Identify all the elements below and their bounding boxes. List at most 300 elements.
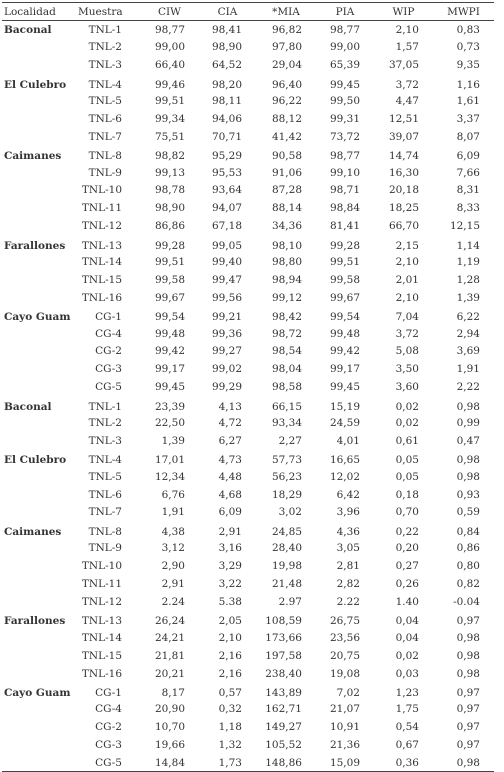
cell-wip: 0,36	[374, 754, 433, 772]
cell-wip: 5,08	[395, 345, 419, 358]
cell-ciw: 98,78	[154, 184, 185, 197]
cell-muestra: TNL-15	[81, 273, 122, 286]
cell-mia: 2,27	[278, 434, 302, 447]
cell-ciw: 99,13	[154, 166, 185, 179]
cell-muestra: TNL-8	[88, 150, 122, 163]
cell-pia: 73,72	[329, 130, 360, 143]
cell-localidad: Cayo Guam	[4, 311, 71, 324]
cell-pia: 4,01	[336, 434, 360, 447]
cell-pia: 99,67	[329, 291, 360, 304]
cell-mia: 18,29	[271, 488, 302, 501]
cell-cia: 2,16	[218, 649, 242, 662]
cell-localidad	[2, 665, 74, 683]
cell-localidad	[2, 539, 74, 557]
cell-muestra: CG-1	[95, 686, 122, 699]
cell-mia: 29,04	[271, 59, 302, 72]
cell-mia: 98,72	[271, 327, 302, 340]
cell-mwpi: 0,98	[456, 454, 480, 467]
table-row	[2, 504, 494, 522]
cell-cia: 1,32	[218, 739, 242, 752]
cell-mia: 96,82	[271, 23, 302, 36]
cell-mia: 28,40	[271, 542, 302, 555]
cell-wip: 1.40	[395, 595, 419, 608]
cell-ciw: 66,40	[154, 59, 185, 72]
cell-pia: 21,36	[329, 739, 360, 752]
cell-mwpi: 1,28	[456, 273, 480, 286]
table-row	[2, 235, 494, 253]
table-row	[2, 343, 494, 361]
cell-cia: 2,05	[218, 615, 242, 628]
cell-mwpi: 0,59	[456, 506, 480, 519]
cell-muestra: TNL-3	[88, 59, 122, 72]
cell-muestra: TNL-10	[81, 184, 122, 197]
cell-cia: 4,68	[218, 488, 242, 501]
cell-mwpi: 0,99	[456, 417, 480, 430]
cell-cia: 2,10	[218, 631, 242, 644]
cell-cia: 4,73	[218, 454, 242, 467]
cell-cia: 4,72	[218, 417, 242, 430]
cell-cia: 5.38	[218, 595, 242, 608]
cell-muestra: TNL-14	[81, 631, 122, 644]
cell-localidad	[2, 414, 74, 432]
cell-muestra: TNL-1	[88, 23, 122, 36]
cell-cia: 95,53	[211, 166, 242, 179]
table-row	[2, 38, 494, 56]
table-row	[2, 396, 494, 414]
cell-localidad	[2, 754, 74, 772]
cell-mwpi: 3,37	[456, 112, 480, 125]
table-row	[2, 754, 494, 772]
cell-muestra: TNL-6	[88, 488, 122, 501]
cell-cia: 6,09	[218, 506, 242, 519]
cell-cia: 1,73	[199, 754, 256, 772]
table-row	[2, 199, 494, 217]
cell-localidad	[2, 700, 74, 718]
cell-pia: 20,75	[329, 649, 360, 662]
cell-localidad	[2, 575, 74, 593]
header-localidad: Localidad	[2, 3, 74, 21]
cell-muestra: TNL-9	[88, 542, 122, 555]
cell-mia: 34,36	[271, 220, 302, 233]
data-table-container	[2, 2, 494, 772]
cell-pia: 98,84	[329, 202, 360, 215]
cell-localidad	[2, 718, 74, 736]
cell-wip: 1,23	[395, 686, 419, 699]
cell-pia: 99,48	[329, 327, 360, 340]
cell-localidad	[2, 217, 74, 235]
cell-cia: 99,36	[211, 327, 242, 340]
cell-mwpi: 0,98	[456, 400, 480, 413]
cell-pia: 81,41	[329, 220, 360, 233]
cell-localidad: Caimanes	[4, 150, 62, 163]
cell-wip: 0,05	[395, 454, 419, 467]
cell-localidad: Cayo Guam	[4, 686, 71, 699]
table-row	[2, 468, 494, 486]
cell-pia: 12,02	[329, 470, 360, 483]
cell-localidad: Baconal	[4, 400, 52, 413]
cell-pia: 99,45	[329, 381, 360, 394]
cell-localidad	[2, 432, 74, 450]
cell-muestra: TNL-11	[81, 202, 122, 215]
cell-muestra: TNL-5	[88, 470, 122, 483]
cell-mwpi: 0,98	[456, 667, 480, 680]
table-row	[2, 271, 494, 289]
cell-mwpi: 0,80	[456, 560, 480, 573]
cell-mwpi: 0,97	[456, 739, 480, 752]
cell-muestra: TNL-4	[88, 454, 122, 467]
table-row	[2, 647, 494, 665]
cell-localidad	[2, 343, 74, 361]
cell-wip: 37,05	[388, 59, 419, 72]
cell-muestra: CG-3	[95, 363, 122, 376]
cell-muestra: TNL-4	[88, 78, 122, 91]
table-row	[2, 539, 494, 557]
cell-wip: 0,05	[395, 470, 419, 483]
cell-pia: 2.22	[336, 595, 360, 608]
cell-localidad: Farallones	[4, 615, 66, 628]
cell-ciw: 75,51	[154, 130, 185, 143]
cell-wip: 3,50	[395, 363, 419, 376]
cell-pia: 98,71	[329, 184, 360, 197]
cell-cia: 99,56	[211, 291, 242, 304]
cell-localidad	[2, 486, 74, 504]
cell-wip: 0,26	[395, 578, 419, 591]
cell-pia: 99,31	[329, 112, 360, 125]
cell-localidad	[2, 468, 74, 486]
cell-wip: 0,22	[395, 525, 419, 538]
cell-pia: 26,75	[329, 615, 360, 628]
cell-localidad: Farallones	[4, 239, 66, 252]
cell-mia: 93,34	[271, 417, 302, 430]
cell-muestra: TNL-1	[88, 400, 122, 413]
cell-wip: 1,75	[395, 703, 419, 716]
cell-localidad	[2, 110, 74, 128]
cell-mwpi: 2,22	[456, 381, 480, 394]
cell-mia: 56,23	[271, 470, 302, 483]
cell-pia: 98,77	[329, 150, 360, 163]
cell-localidad	[2, 360, 74, 378]
cell-localidad	[2, 593, 74, 611]
cell-mia: 98,94	[271, 273, 302, 286]
cell-pia: 2,81	[336, 560, 360, 573]
table-row	[2, 611, 494, 629]
cell-ciw: 2,90	[161, 560, 185, 573]
cell-wip: 0,61	[395, 434, 419, 447]
table-row	[2, 128, 494, 146]
cell-cia: 6,27	[218, 434, 242, 447]
cell-mwpi: 3,69	[456, 345, 480, 358]
cell-ciw: 8,17	[161, 686, 185, 699]
cell-cia: 67,18	[211, 220, 242, 233]
cell-mwpi: 0,97	[456, 615, 480, 628]
cell-ciw: 99,34	[154, 112, 185, 125]
cell-mia: 87,28	[271, 184, 302, 197]
header-muestra: Muestra	[74, 3, 140, 21]
cell-muestra: TNL-14	[81, 256, 122, 269]
cell-ciw: 10,70	[154, 721, 185, 734]
cell-wip: 16,30	[388, 166, 419, 179]
cell-wip: 0,03	[395, 667, 419, 680]
cell-ciw: 6,76	[161, 488, 185, 501]
cell-localidad	[2, 164, 74, 182]
cell-muestra: CG-1	[95, 311, 122, 324]
cell-mwpi: 1,14	[456, 239, 480, 252]
cell-ciw: 19,66	[154, 739, 185, 752]
cell-wip: 0,04	[395, 615, 419, 628]
weathering-indices-table	[2, 2, 494, 772]
cell-wip: 0,04	[395, 631, 419, 644]
table-row	[2, 736, 494, 754]
header-ciw: CIW	[140, 3, 199, 21]
cell-cia: 3,29	[218, 560, 242, 573]
cell-localidad	[2, 56, 74, 74]
cell-muestra: CG-3	[95, 739, 122, 752]
cell-pia: 99,45	[329, 78, 360, 91]
cell-ciw: 2,91	[161, 578, 185, 591]
cell-muestra: TNL-13	[81, 239, 122, 252]
cell-localidad	[2, 38, 74, 56]
cell-mia: 88,12	[271, 112, 302, 125]
table-row	[2, 289, 494, 307]
cell-cia: 2,91	[218, 525, 242, 538]
cell-mwpi: 0,98	[433, 754, 494, 772]
cell-mia: 97,80	[271, 41, 302, 54]
cell-mwpi: 0,47	[456, 434, 480, 447]
cell-localidad	[2, 182, 74, 200]
cell-pia: 24,59	[329, 417, 360, 430]
table-row	[2, 217, 494, 235]
cell-pia: 7,02	[336, 686, 360, 699]
cell-wip: 2,15	[395, 239, 419, 252]
table-row	[2, 56, 494, 74]
table-row	[2, 432, 494, 450]
cell-mwpi: 6,09	[456, 150, 480, 163]
table-row	[2, 74, 494, 92]
cell-mia: 197,58	[265, 649, 302, 662]
cell-mia: 99,12	[271, 291, 302, 304]
cell-pia: 3,96	[336, 506, 360, 519]
cell-muestra: TNL-11	[81, 578, 122, 591]
cell-localidad: Caimanes	[4, 525, 62, 538]
table-row	[2, 378, 494, 396]
cell-cia: 99,02	[211, 363, 242, 376]
cell-muestra: CG-4	[95, 327, 122, 340]
cell-muestra: CG-4	[95, 703, 122, 716]
table-row	[2, 307, 494, 325]
cell-wip: 12,51	[388, 112, 419, 125]
cell-cia: 98,11	[211, 95, 242, 107]
cell-muestra: TNL-3	[88, 434, 122, 447]
cell-mwpi: 0,98	[456, 631, 480, 644]
cell-muestra: TNL-12	[81, 220, 122, 233]
cell-mia: 21,48	[271, 578, 302, 591]
cell-ciw: 99,54	[154, 311, 185, 324]
cell-mwpi: 0,98	[456, 649, 480, 662]
cell-wip: 0,27	[395, 560, 419, 573]
table-row	[2, 521, 494, 539]
cell-mia: 98,42	[271, 311, 302, 324]
cell-mwpi: 1,39	[456, 291, 480, 304]
cell-mia: 96,22	[271, 95, 302, 107]
cell-wip: 0,70	[395, 506, 419, 519]
table-row	[2, 486, 494, 504]
table-row	[2, 92, 494, 110]
cell-muestra: TNL-8	[88, 525, 122, 538]
header-wip: WIP	[374, 3, 433, 21]
cell-mia: 3,02	[278, 506, 302, 519]
cell-ciw: 99,67	[154, 291, 185, 304]
cell-muestra: CG-2	[95, 721, 122, 734]
cell-ciw: 99,46	[154, 78, 185, 91]
table-header	[2, 3, 494, 21]
table-row	[2, 593, 494, 611]
cell-mwpi: 0,98	[456, 470, 480, 483]
cell-mia: 98,10	[271, 239, 302, 252]
cell-wip: 2,10	[395, 23, 419, 36]
cell-cia: 98,90	[211, 41, 242, 54]
cell-pia: 6,42	[336, 488, 360, 501]
cell-cia: 70,71	[211, 130, 242, 143]
cell-mwpi: 1,61	[456, 95, 480, 107]
cell-muestra: TNL-7	[88, 506, 122, 519]
table-row	[2, 575, 494, 593]
cell-ciw: 99,17	[154, 363, 185, 376]
cell-mia: 96,40	[271, 78, 302, 91]
cell-cia: 99,47	[211, 273, 242, 286]
cell-localidad	[2, 504, 74, 522]
cell-ciw: 20,21	[154, 667, 185, 680]
cell-wip: 3,72	[395, 78, 419, 91]
cell-cia: 0,32	[218, 703, 242, 716]
cell-pia: 23,56	[329, 631, 360, 644]
cell-cia: 64,52	[211, 59, 242, 72]
cell-mia: 91,06	[271, 166, 302, 179]
cell-cia: 3,22	[218, 578, 242, 591]
cell-ciw: 4,38	[161, 525, 185, 538]
cell-cia: 99,05	[211, 239, 242, 252]
cell-mia: 98,80	[271, 256, 302, 269]
cell-wip: 4,47	[395, 95, 419, 107]
cell-wip: 39,07	[388, 130, 419, 143]
cell-wip: 0,20	[395, 542, 419, 555]
cell-muestra: TNL-5	[88, 95, 122, 107]
cell-pia: 99,28	[329, 239, 360, 252]
cell-ciw: 99,51	[154, 95, 185, 107]
cell-mwpi: 1,91	[456, 363, 480, 376]
cell-ciw: 26,24	[154, 615, 185, 628]
cell-wip: 14,74	[388, 150, 419, 163]
cell-pia: 4,36	[336, 525, 360, 538]
header-mwpi: MWPI	[433, 3, 494, 21]
cell-cia: 2,16	[218, 667, 242, 680]
cell-wip: 0,54	[395, 721, 419, 734]
cell-ciw: 99,28	[154, 239, 185, 252]
cell-localidad	[2, 325, 74, 343]
cell-muestra: TNL-2	[88, 41, 122, 54]
cell-wip: 1,57	[395, 41, 419, 54]
cell-muestra: CG-5	[74, 754, 140, 772]
cell-mia: 24,85	[271, 525, 302, 538]
table-row	[2, 557, 494, 575]
table-row	[2, 450, 494, 468]
cell-muestra: TNL-13	[81, 615, 122, 628]
cell-cia: 94,07	[211, 202, 242, 215]
cell-ciw: 1,91	[161, 506, 185, 519]
cell-localidad	[2, 289, 74, 307]
cell-mia: 66,15	[271, 400, 302, 413]
cell-mwpi: 8,31	[456, 184, 480, 197]
cell-mwpi: 9,35	[456, 59, 480, 72]
cell-pia: 99,51	[329, 256, 360, 269]
cell-ciw: 99,51	[154, 256, 185, 269]
cell-pia: 3,05	[336, 542, 360, 555]
cell-mwpi: 0,82	[456, 578, 480, 591]
cell-localidad	[2, 647, 74, 665]
cell-muestra: TNL-16	[81, 291, 122, 304]
cell-pia: 2,82	[336, 578, 360, 591]
cell-ciw: 14,84	[140, 754, 199, 772]
cell-ciw: 21,81	[154, 649, 185, 662]
cell-pia: 98,77	[329, 23, 360, 36]
cell-localidad: El Culebro	[4, 454, 67, 467]
table-row	[2, 414, 494, 432]
cell-muestra: CG-5	[95, 381, 122, 394]
table-row	[2, 682, 494, 700]
cell-localidad	[2, 557, 74, 575]
cell-ciw: 3,12	[161, 542, 185, 555]
cell-ciw: 99,42	[154, 345, 185, 358]
cell-mwpi: 0,97	[456, 721, 480, 734]
cell-wip: 2,10	[395, 256, 419, 269]
cell-mwpi: 0,86	[456, 542, 480, 555]
cell-localidad	[2, 629, 74, 647]
cell-wip: 2,01	[395, 273, 419, 286]
cell-muestra: TNL-16	[81, 667, 122, 680]
cell-muestra: TNL-12	[81, 595, 122, 608]
cell-wip: 0,67	[395, 739, 419, 752]
cell-pia: 99,00	[329, 41, 360, 54]
cell-mwpi: 0,97	[456, 703, 480, 716]
cell-mia: 98,04	[271, 363, 302, 376]
cell-ciw: 98,77	[154, 23, 185, 36]
cell-mia: 148,86	[256, 754, 316, 772]
cell-pia: 99,58	[329, 273, 360, 286]
header-mia: *MIA	[256, 3, 316, 21]
cell-localidad: Baconal	[4, 23, 52, 36]
cell-mia: 88,14	[271, 202, 302, 215]
cell-cia: 99,29	[211, 381, 242, 394]
header-pia: PIA	[316, 3, 374, 21]
cell-mia: 90,58	[271, 150, 302, 163]
cell-cia: 4,13	[218, 400, 242, 413]
cell-muestra: TNL-7	[88, 130, 122, 143]
cell-pia: 65,39	[329, 59, 360, 72]
cell-ciw: 1,39	[161, 434, 185, 447]
cell-wip: 3,60	[395, 381, 419, 394]
header-cia: CIA	[199, 3, 256, 21]
cell-wip: 0,02	[395, 400, 419, 413]
cell-pia: 99,17	[329, 363, 360, 376]
cell-cia: 95,29	[211, 150, 242, 163]
cell-mia: 162,71	[265, 703, 302, 716]
cell-mia: 98,58	[271, 381, 302, 394]
table-row	[2, 146, 494, 164]
cell-wip: 66,70	[388, 220, 419, 233]
cell-cia: 3,16	[218, 542, 242, 555]
cell-wip: 0,02	[395, 417, 419, 430]
cell-mwpi: -0.04	[453, 595, 480, 608]
cell-wip: 7,04	[395, 311, 419, 324]
